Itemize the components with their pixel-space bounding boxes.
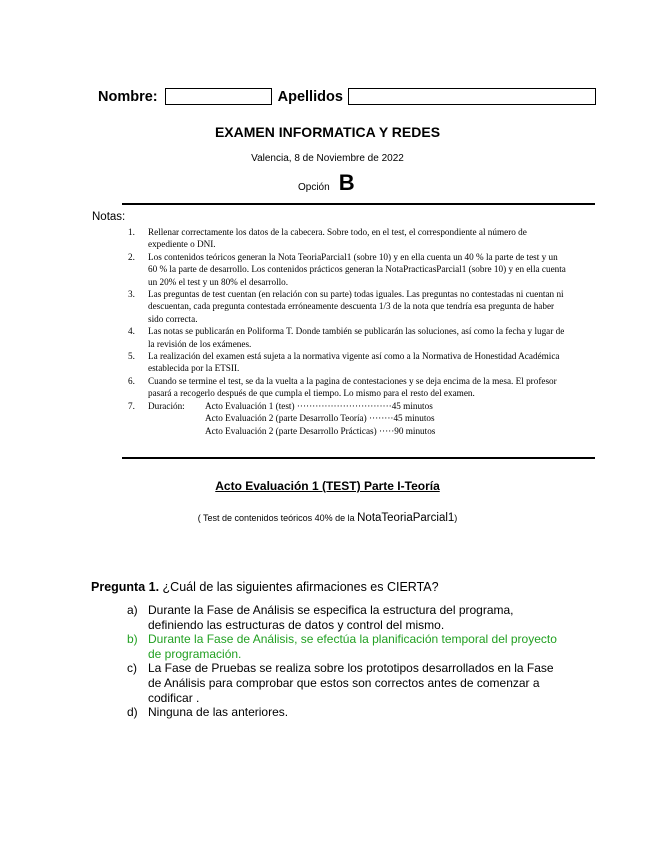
top-divider bbox=[122, 203, 595, 205]
notes-list bbox=[128, 226, 568, 437]
note-item: 1. Rellenar correctamente los datos de la cabecera. Sobre todo, en el test, el correspondiente al número de expediente o DNI. bbox=[128, 227, 527, 250]
notes-label: Notas: bbox=[92, 211, 126, 223]
bottom-divider bbox=[122, 457, 595, 459]
answer-options bbox=[127, 603, 557, 720]
answer-option-d[interactable]: d) Ninguna de las anteriores. bbox=[127, 705, 289, 720]
note-item: 3. Las preguntas de test cuentan (en relación con su parte) todas iguales. Las preguntas no contestadas ni cuentan ni descuentan, cada pregunta contestada erróneamente descuenta 1/3 de la nota que tendría esa pregunta de haber sido correcta. bbox=[128, 289, 564, 324]
duration-row: Acto Evaluación 2 (parte Desarrollo Teoría) ········45 minutos bbox=[205, 413, 435, 424]
name-field[interactable] bbox=[165, 88, 272, 105]
duration-label: Duración: bbox=[148, 400, 185, 411]
note-item: 4. Las notas se publicarán en Poliforma T. Donde también se publicarán las soluciones, así como la fecha y lugar de la revisión de los exámenes. bbox=[128, 326, 565, 349]
student-info-row bbox=[98, 88, 596, 105]
duration-row: Acto Evaluación 2 (parte Desarrollo Prácticas) ·····90 minutos bbox=[205, 425, 436, 436]
answer-option-a[interactable]: a) Durante la Fase de Análisis se especifica la estructura del programa, definiendo las estructuras de datos y control del mismo. bbox=[127, 603, 514, 632]
note-item: 2. Los contenidos teóricos generan la Nota TeoriaParcial1 (sobre 10) y en ella cuenta un 40 % la parte de test y un 60 % la parte de desarrollo. Los contenidos prácticos generan la NotaPracticasParcial1 (sobre 10) y en ella cuenta un 20% el test y un 80% el desarrollo. bbox=[128, 251, 566, 287]
answer-option-c[interactable]: c) La Fase de Pruebas se realiza sobre los prototipos desarrollados en la Fase de Análisis para comprobar que estos son correctos antes de comenzar a codificar . bbox=[127, 661, 554, 705]
name-label: Nombre: bbox=[98, 88, 158, 105]
surname-field[interactable] bbox=[348, 88, 596, 105]
note-item-duration: 7. Duración: Acto Evaluación 1 (test) ·······························45 minutos Acto Evaluación 2 (parte Desarrollo Teoría) ········45 minutos Acto Evaluación 2 (parte Desarrollo Prácticas) ·····90 minutos bbox=[128, 400, 568, 437]
exam-title: EXAMEN INFORMATICA Y REDES bbox=[214, 124, 441, 140]
question-text: ¿Cuál de las siguientes afirmaciones es CIERTA? bbox=[159, 580, 439, 594]
note-item: 6. Cuando se termine el test, se da la vuelta a la pagina de contestaciones y se deja encima de la mesa. El profesor pasará a recogerlo después de que cumpla el tiempo. Lo mismo para el resto del examen. bbox=[128, 375, 557, 399]
section-title: Acto Evaluación 1 (TEST) Parte I-Teoría bbox=[215, 479, 440, 493]
note-item: 5. La realización del examen está sujeta a la normativa vigente así como a la Normativa de Honestidad Académica establecida por la ETSII. bbox=[128, 351, 560, 374]
exam-option bbox=[298, 170, 355, 196]
duration-row: Acto Evaluación 1 (test) ·······························45 minutos bbox=[205, 400, 433, 411]
exam-date: Valencia, 8 de Noviembre de 2022 bbox=[251, 153, 404, 164]
option-label: Opción bbox=[298, 182, 330, 193]
option-value: B bbox=[338, 170, 355, 195]
question-1 bbox=[91, 580, 439, 594]
answer-option-b[interactable]: b) Durante la Fase de Análisis, se efectúa la planificación temporal del proyecto de programación. bbox=[127, 632, 557, 661]
question-label: Pregunta 1. bbox=[91, 580, 160, 594]
section-subtitle: ( Test de contenidos teóricos 40% de la NotaTeoriaParcial1) bbox=[197, 512, 458, 524]
surname-label: Apellidos bbox=[277, 88, 343, 105]
